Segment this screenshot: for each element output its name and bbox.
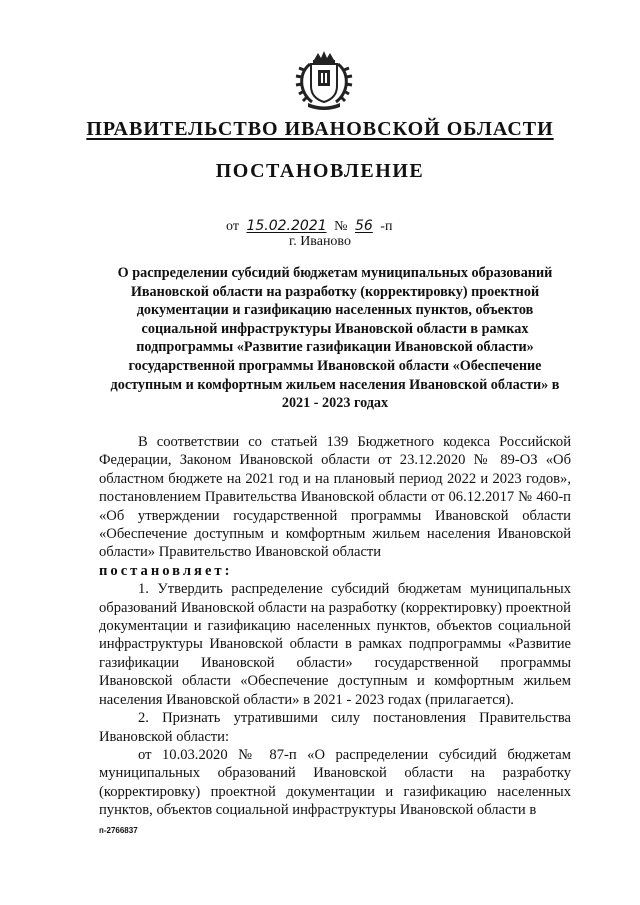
date-prefix: от [226, 219, 239, 234]
preamble-paragraph: В соответствии со статьей 139 Бюджетного кодекса Российской Федерации, Законом Ивановской области от 23.12.2020 № 89-ОЗ «Об областном бюджете на 2021 год и на плановый период 2022 и 2023 годов», постановлением Правительства Ивановской области от 06.12.2017 № 460-п «Об утверждении государственной программы Ивановской области «Обеспечение доступным и комфортным жильем населения Ивановской области» Правительство Ивановской области [99, 434, 571, 561]
handwritten-number: 56 [354, 218, 373, 234]
document-type-title: ПОСТАНОВЛЕНИЕ [215, 160, 425, 182]
resolves-line: постановляет: [99, 562, 233, 579]
date-number-line [226, 218, 392, 235]
document-code: п-2766837 [99, 826, 138, 835]
number-prefix: № [334, 219, 348, 234]
government-title: ПРАВИТЕЛЬСТВО ИВАНОВСКОЙ ОБЛАСТИ [86, 118, 554, 140]
coat-of-arms-icon [294, 50, 354, 112]
item-2-paragraph: 2. Признать утратившими силу постановления Правительства Ивановской области: [99, 710, 571, 745]
number-suffix: -п [380, 219, 393, 234]
document-body [99, 433, 571, 820]
handwritten-date: 15.02.2021 [246, 218, 327, 234]
decree-subject: О распределении субсидий бюджетам муниципальных образований Ивановской области на разработку (корректировку) проектной документации и газификацию населенных пунктов, объектов социальной инфраструктуры Ивановской области в рамках подпрограммы «Развитие газификации Ивановской области» государственной программы Ивановской области «Обеспечение доступным и комфортным жильем населения Ивановской области» в 2021 - 2023 годах [110, 265, 560, 412]
item-1-paragraph: 1. Утвердить распределение субсидий бюджетам муниципальных образований Ивановской области на разработку (корректировку) проектной документации и газификацию населенных пунктов, объектов социальной инфраструктуры Ивановской области в рамках подпрограммы «Развитие газификации Ивановской области» государственной программы Ивановской области «Обеспечение доступным и комфортным жильем населения Ивановской области» в 2021 - 2023 годах (прилагается). [99, 581, 571, 708]
item-2a-paragraph: от 10.03.2020 № 87-п «О распределении субсидий бюджетам муниципальных образований Ивановской области на разработку (корректировку) проектной документации и газификацию населенных пунктов, объектов социальной инфраструктуры Ивановской области в [99, 746, 571, 819]
city-label: г. Иваново [289, 234, 351, 249]
